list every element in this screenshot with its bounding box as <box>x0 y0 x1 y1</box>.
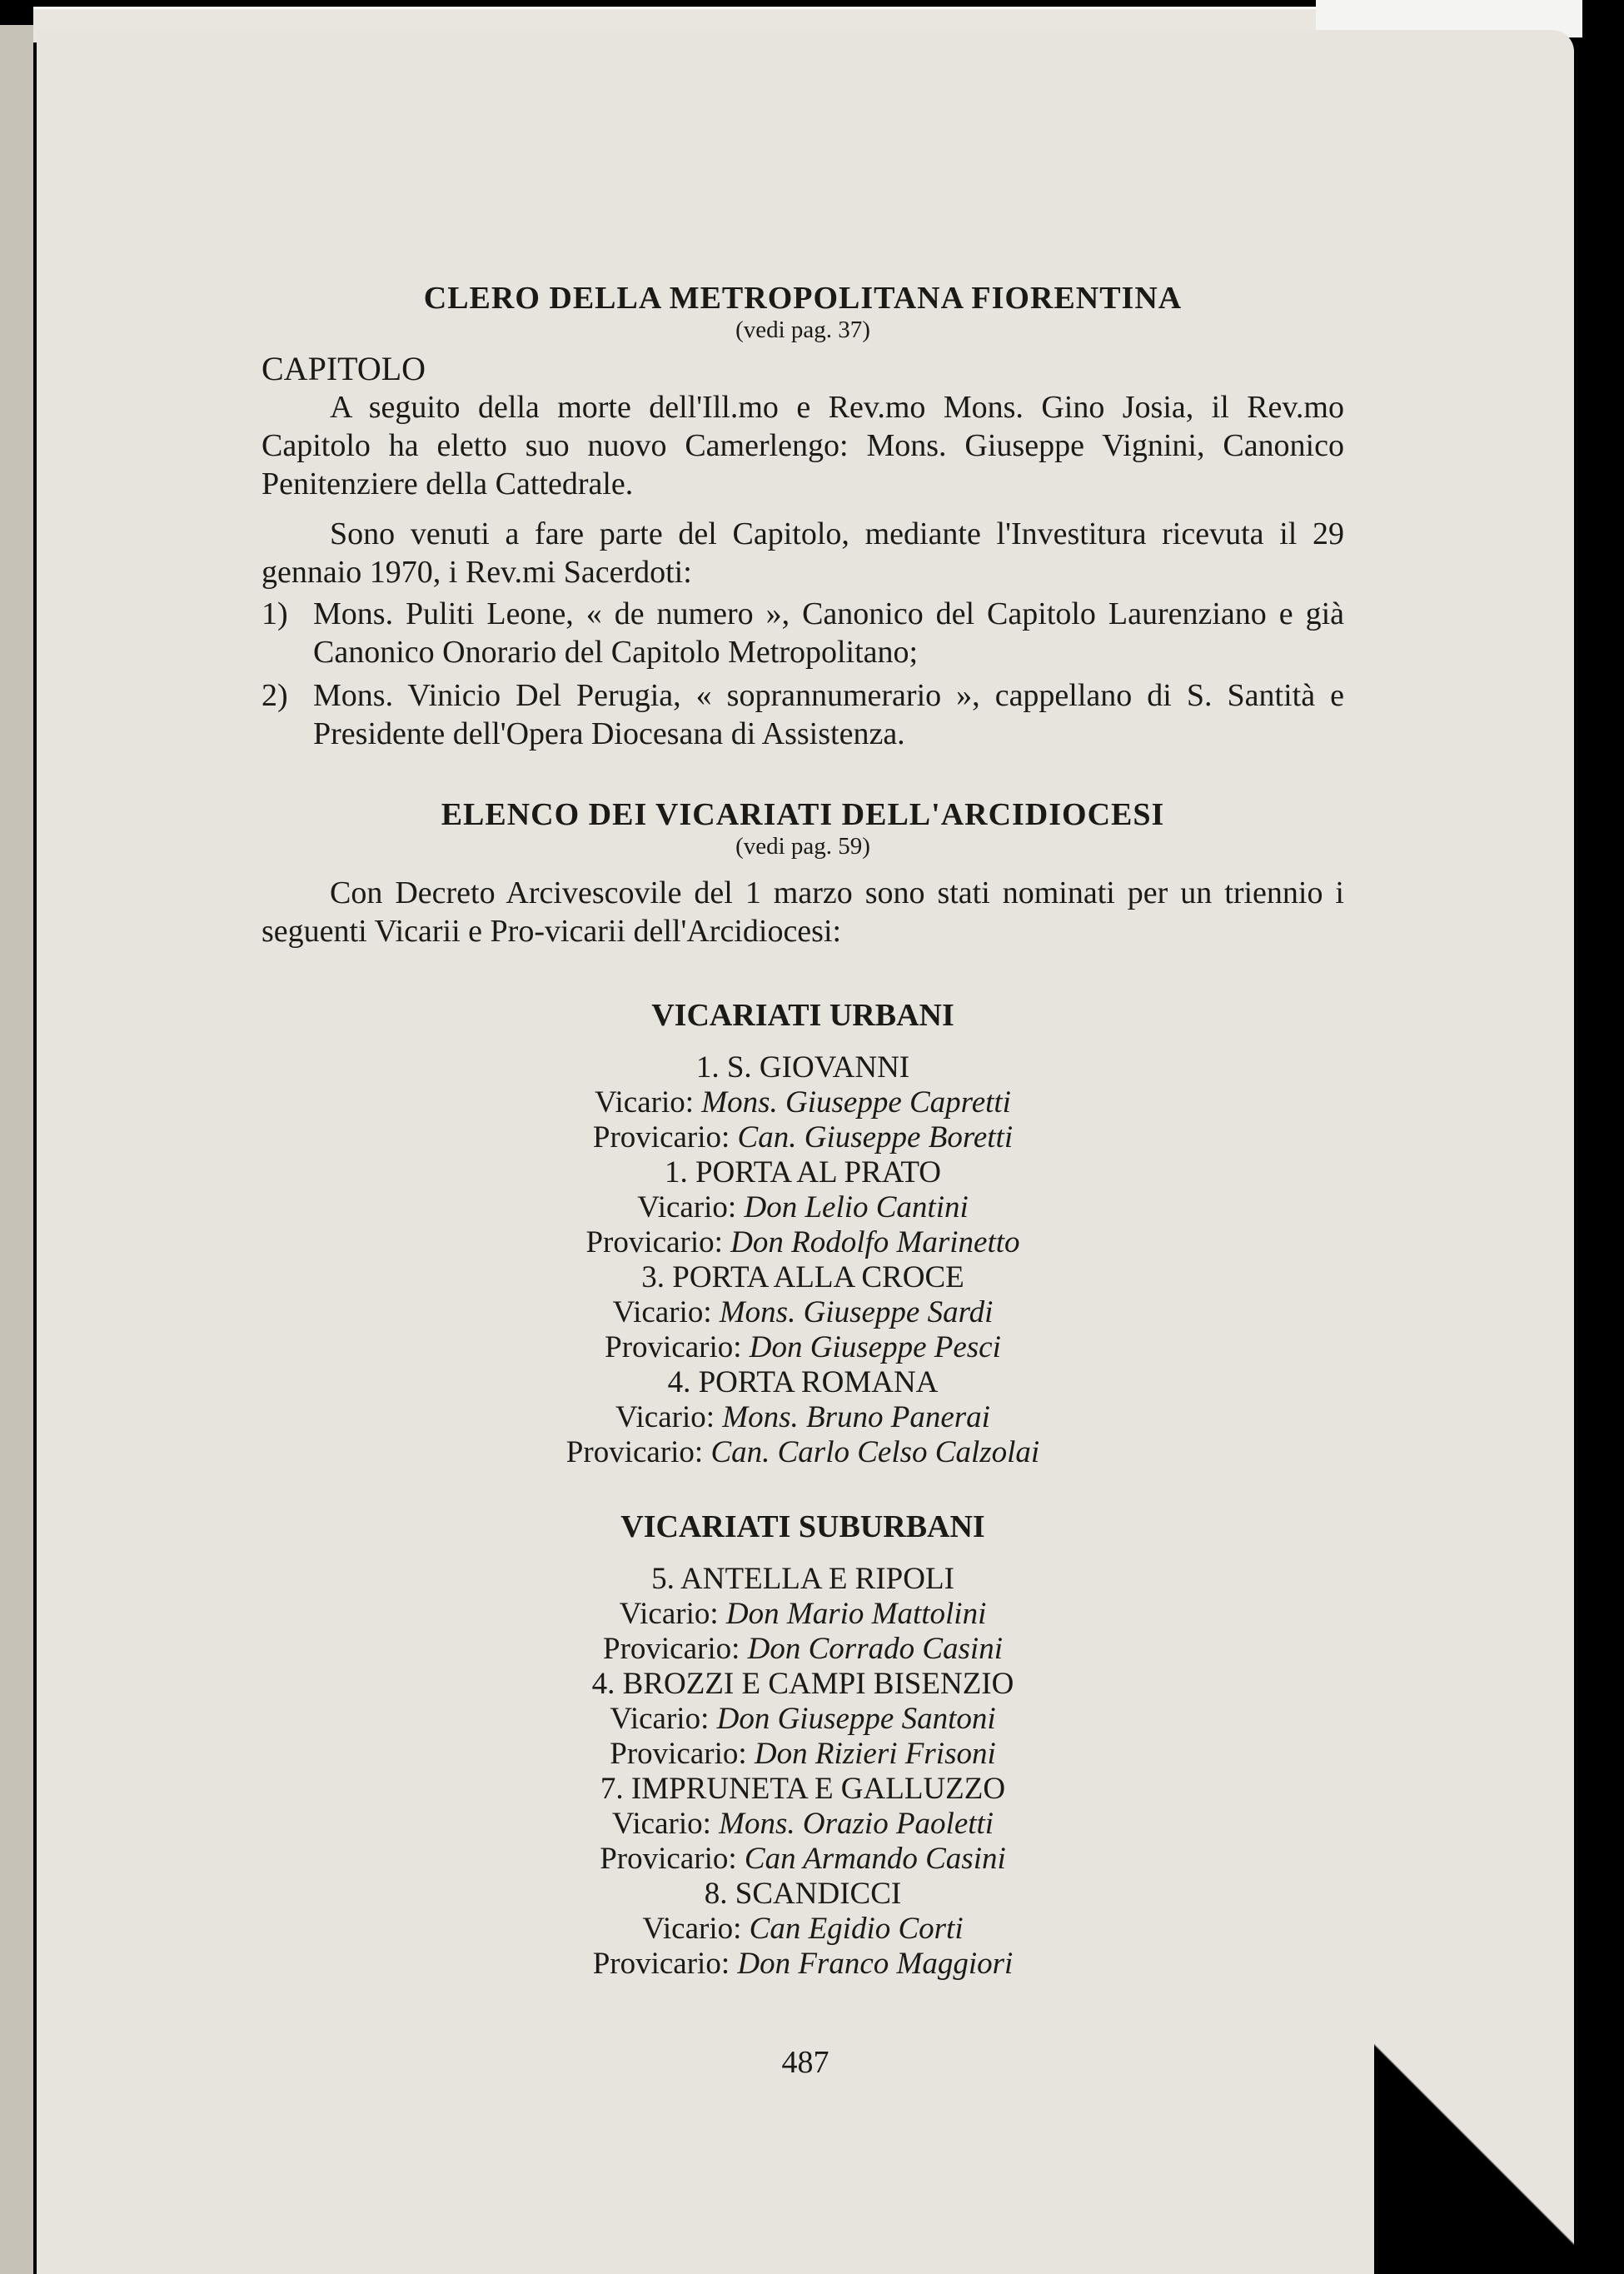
left-page-edge <box>0 25 33 2274</box>
vicariato-name: 5. ANTELLA E RIPOLI <box>651 1562 954 1596</box>
list-item-number: 2) <box>262 678 288 713</box>
vicario-name: Don Lelio Cantini <box>744 1190 969 1224</box>
vicariato-name: 1. PORTA AL PRATO <box>664 1155 941 1189</box>
provicario-name: Don Rizieri Frisoni <box>754 1737 996 1771</box>
vicariato-entry <box>262 1877 1344 1982</box>
vicario-label: Vicario: <box>595 1085 695 1120</box>
provicario-line <box>262 1435 1344 1470</box>
vicariato-name: 4. BROZZI E CAMPI BISENZIO <box>591 1667 1014 1701</box>
vicariato-name: 1. S. GIOVANNI <box>695 1050 910 1085</box>
page-content <box>262 280 1344 1982</box>
vicario-label: Vicario: <box>610 1702 710 1736</box>
list-item-text: Mons. Puliti Leone, « de numero », Canonico del Capitolo Laurenziano e già Canonico Onorario del Capitolo Metropolitano; <box>313 596 1344 670</box>
provicario-line <box>262 1842 1344 1877</box>
vicario-line <box>262 1912 1344 1947</box>
provicario-label: Provicario: <box>603 1632 740 1666</box>
vicariato-entry <box>262 1772 1344 1877</box>
provicario-line <box>262 1330 1344 1365</box>
provicario-line <box>262 1225 1344 1260</box>
vicariati-urbani-title: VICARIATI URBANI <box>651 998 954 1033</box>
vicariato-name: 3. PORTA ALLA CROCE <box>641 1260 964 1294</box>
vicariato-name: 7. IMPRUNETA E GALLUZZO <box>600 1772 1006 1806</box>
vicario-line <box>262 1085 1344 1120</box>
vicario-label: Vicario: <box>611 1807 711 1841</box>
vicario-name: Can Egidio Corti <box>749 1912 964 1946</box>
vicario-name: Mons. Bruno Panerai <box>722 1400 990 1434</box>
provicario-line <box>262 1120 1344 1155</box>
vicario-label: Vicario: <box>615 1400 715 1434</box>
clero-title: CLERO DELLA METROPOLITANA FIORENTINA <box>423 281 1183 316</box>
capitolo-paragraph-2: Sono venuti a fare parte del Capitolo, mediante l'Investitura ricevuta il 29 gennaio 1970, i Rev.mi Sacerdoti: <box>262 516 1344 590</box>
book-page <box>37 30 1574 2274</box>
vicario-line <box>262 1400 1344 1435</box>
provicario-label: Provicario: <box>605 1330 742 1364</box>
vicario-line <box>262 1807 1344 1842</box>
provicario-label: Provicario: <box>600 1842 737 1876</box>
provicario-label: Provicario: <box>610 1737 747 1771</box>
provicario-line <box>262 1632 1344 1667</box>
vicario-name: Don Mario Mattolini <box>725 1597 987 1631</box>
vicario-line <box>262 1702 1344 1737</box>
vicario-label: Vicario: <box>612 1295 712 1329</box>
provicario-name: Can. Giuseppe Boretti <box>737 1120 1014 1154</box>
provicario-label: Provicario: <box>592 1947 730 1981</box>
capitolo-heading: CAPITOLO <box>262 350 426 387</box>
vicario-name: Mons. Giuseppe Capretti <box>701 1085 1011 1120</box>
provicario-name: Can Armando Casini <box>744 1842 1006 1876</box>
capitolo-paragraph-1: A seguito della morte dell'Ill.mo e Rev.mo Mons. Gino Josia, il Rev.mo Capitolo ha eletto suo nuovo Camerlengo: Mons. Giuseppe Vignini, Canonico Penitenziere della Cattedrale. <box>262 390 1344 501</box>
list-item-text: Mons. Vinicio Del Perugia, « soprannumerario », cappellano di S. Santità e Presidente dell'Opera Diocesana di Assistenza. <box>313 678 1344 751</box>
provicario-line <box>262 1737 1344 1772</box>
vicariati-urbani-list <box>262 1050 1344 1470</box>
elenco-title: ELENCO DEI VICARIATI DELL'ARCIDIOCESI <box>441 797 1165 832</box>
vicario-name: Mons. Orazio Paoletti <box>719 1807 994 1841</box>
provicario-name: Can. Carlo Celso Calzolai <box>710 1435 1040 1469</box>
list-item <box>262 595 1344 671</box>
vicario-label: Vicario: <box>619 1597 719 1631</box>
clero-ref: (vedi pag. 37) <box>735 317 870 343</box>
vicario-label: Vicario: <box>637 1190 737 1224</box>
page-number: 487 <box>781 2045 829 2080</box>
provicario-name: Don Giuseppe Pesci <box>749 1330 1001 1364</box>
vicariato-entry <box>262 1050 1344 1155</box>
elenco-paragraph: Con Decreto Arcivescovile del 1 marzo sono stati nominati per un triennio i seguenti Vicarii e Pro-vicarii dell'Arcidiocesi: <box>262 875 1344 949</box>
page-corner <box>1374 1924 1574 2274</box>
provicario-label: Provicario: <box>592 1120 730 1154</box>
vicario-name: Don Giuseppe Santoni <box>716 1702 996 1736</box>
provicario-name: Don Franco Maggiori <box>737 1947 1014 1981</box>
provicario-label: Provicario: <box>585 1225 723 1259</box>
vicario-line <box>262 1295 1344 1330</box>
vicariati-suburbani-list <box>262 1562 1344 1982</box>
vicariato-entry <box>262 1260 1344 1365</box>
vicariato-name: 4. PORTA ROMANA <box>667 1365 939 1399</box>
list-item <box>262 676 1344 753</box>
list-item-number: 1) <box>262 596 288 631</box>
vicario-label: Vicario: <box>642 1912 742 1946</box>
vicariato-entry <box>262 1562 1344 1667</box>
provicario-name: Don Rodolfo Marinetto <box>730 1225 1020 1259</box>
vicariato-entry <box>262 1667 1344 1772</box>
vicario-name: Mons. Giuseppe Sardi <box>719 1295 994 1329</box>
elenco-ref: (vedi pag. 59) <box>735 833 870 860</box>
vicariati-suburbani-title: VICARIATI SUBURBANI <box>620 1509 985 1544</box>
vicariato-entry <box>262 1155 1344 1260</box>
provicario-line <box>262 1947 1344 1982</box>
vicariato-name: 8. SCANDICCI <box>704 1877 902 1911</box>
vicariato-entry <box>262 1365 1344 1470</box>
vicario-line <box>262 1597 1344 1632</box>
provicario-name: Don Corrado Casini <box>747 1632 1003 1666</box>
vicario-line <box>262 1190 1344 1225</box>
provicario-label: Provicario: <box>565 1435 704 1469</box>
